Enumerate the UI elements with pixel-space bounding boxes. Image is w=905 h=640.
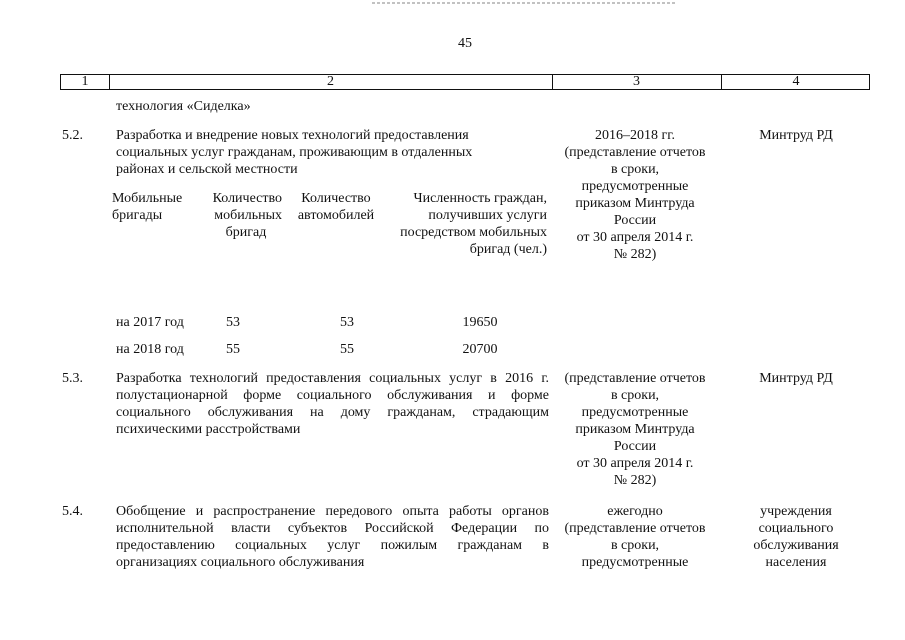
subtable-header-brigade-count: Количество мобильных бригад xyxy=(212,191,282,240)
term-line: (представление отчетов xyxy=(564,371,706,386)
subtable-cell: 55 xyxy=(226,342,240,357)
subtable-cell: 20700 xyxy=(462,342,498,357)
term-line: в сроки, xyxy=(610,388,660,403)
item-term xyxy=(552,127,718,263)
executor-line: социального xyxy=(758,521,834,536)
executor-line: обслуживания xyxy=(753,538,839,553)
executor-line: населения xyxy=(765,555,827,570)
continuation-text: технология «Сиделка» xyxy=(116,99,251,114)
item-executor xyxy=(722,370,870,387)
header-cell-3: 3 xyxy=(633,74,640,89)
subtable-header-brigades: Мобильные бригады xyxy=(112,191,183,223)
subtable-row-label: на 2018 год xyxy=(116,342,184,357)
term-line: России xyxy=(613,213,657,228)
executor-line: Минтруд РД xyxy=(759,371,833,386)
term-line: приказом Минтруда xyxy=(575,422,695,437)
page-number: 45 xyxy=(458,36,472,51)
item-description: Разработка технологий предоставления социальных услуг в 2016 г. полустационарной форме социального обслуживания и форме социального обслуживания на дому гражданам, страдающим психическими расстройствами xyxy=(116,371,549,437)
subtable-header-citizens: Численность граждан, получивших услуги посредством мобильных бригад (чел.) xyxy=(400,191,547,257)
subtable-cell: 19650 xyxy=(462,315,498,330)
term-line: ежегодно xyxy=(607,504,663,519)
term-line: предусмотренные xyxy=(581,405,689,420)
term-line: № 282) xyxy=(613,247,657,262)
term-line: (представление отчетов xyxy=(564,145,706,160)
executor-line: Минтруд РД xyxy=(759,128,833,143)
item-number: 5.3. xyxy=(62,371,83,386)
item-executor xyxy=(722,127,870,144)
subtable-row-label: на 2017 год xyxy=(116,315,184,330)
header-cell-2: 2 xyxy=(327,74,334,89)
term-line: № 282) xyxy=(613,473,657,488)
term-line: приказом Минтруда xyxy=(575,196,695,211)
term-line: в сроки, xyxy=(610,162,660,177)
term-line: России xyxy=(613,439,657,454)
term-line: в сроки, xyxy=(610,538,660,553)
header-cell-1: 1 xyxy=(81,74,89,89)
table-header-row xyxy=(60,74,870,90)
item-executor xyxy=(722,503,870,571)
scan-artifact xyxy=(372,2,677,4)
subtable-header-vehicle-count: Количество автомобилей xyxy=(297,191,375,223)
term-line: от 30 апреля 2014 г. xyxy=(576,230,694,245)
term-line: 2016–2018 гг. xyxy=(595,128,675,143)
term-line: предусмотренные xyxy=(581,555,689,570)
item-term xyxy=(552,503,718,571)
executor-line: учреждения xyxy=(760,504,832,519)
item-term xyxy=(552,370,718,489)
item-number: 5.2. xyxy=(62,128,83,143)
term-line: от 30 апреля 2014 г. xyxy=(576,456,694,471)
term-line: предусмотренные xyxy=(581,179,689,194)
item-description: Разработка и внедрение новых технологий предоставления социальных услуг гражданам, проживающим в отдаленных районах и сельской местности xyxy=(116,128,473,177)
term-line: (представление отчетов xyxy=(564,521,706,536)
header-cell-4: 4 xyxy=(792,74,800,89)
subtable-cell: 53 xyxy=(340,315,354,330)
item-description: Обобщение и распространение передового опыта работы органов исполнительной власти субъектов Российской Федерации по предоставлению социальных услуг пожилым гражданам в организациях социального обслуживания xyxy=(116,504,549,570)
subtable-cell: 55 xyxy=(340,342,354,357)
subtable-cell: 53 xyxy=(226,315,240,330)
item-number: 5.4. xyxy=(62,504,83,519)
